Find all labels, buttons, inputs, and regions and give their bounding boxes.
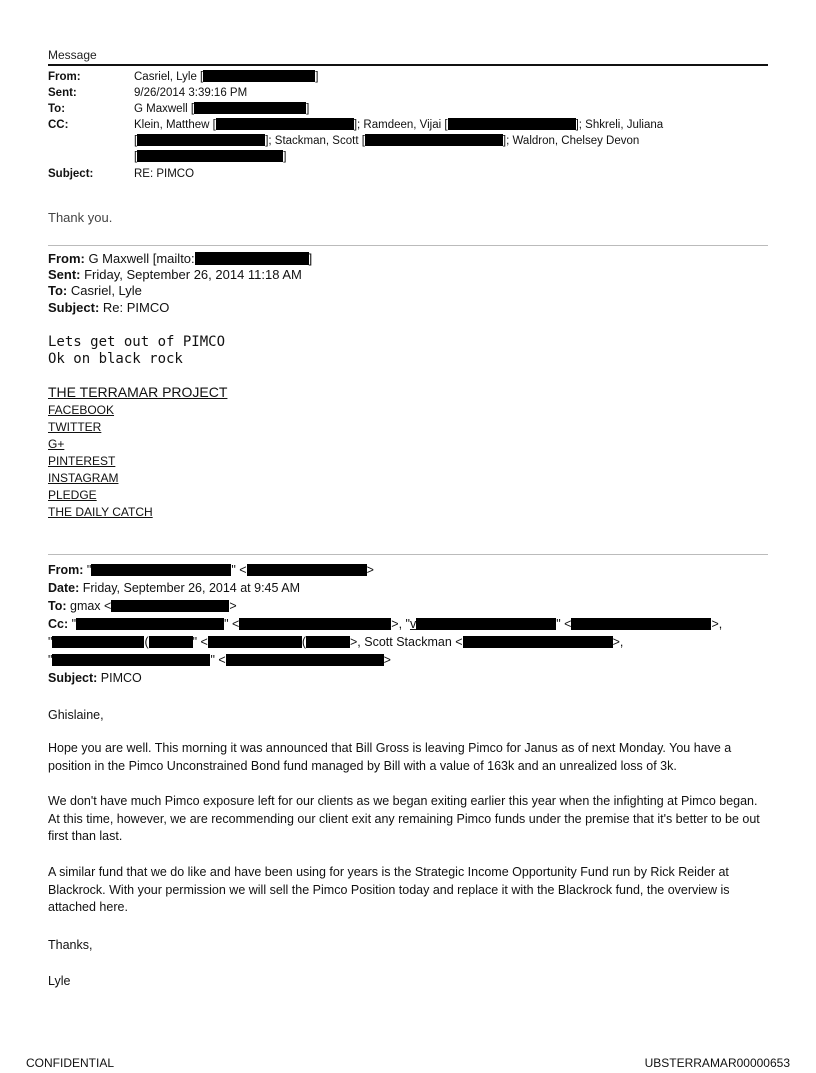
confidential-label: CONFIDENTIAL <box>26 1056 115 1070</box>
paragraph-1: Hope you are well. This morning it was announced that Bill Gross is leaving Pimco for Janus as of next Monday. You have a position in the Pimco Unconstrained Bond fund managed by Bill with a value of 163k and an unrealized loss of 3k. <box>48 741 732 773</box>
redaction-bar <box>76 618 224 630</box>
link-instagram[interactable]: INSTAGRAM <box>48 471 119 485</box>
orig-subject-row: Subject: PIMCO <box>48 671 142 685</box>
redaction-bar <box>416 618 556 630</box>
header-to-name: G Maxwell [ <box>134 103 195 115</box>
redaction-bar <box>194 102 306 114</box>
signature-block <box>48 384 227 521</box>
orig-cc-row-3: " " < > <box>48 653 391 667</box>
redaction-bar <box>52 654 210 666</box>
redaction-bar <box>306 636 350 648</box>
header-from-name: Casriel, Lyle [ <box>134 71 204 83</box>
closing-signature: Lyle <box>48 974 71 988</box>
orig-cc-row-2: " ( " < ( >, Scott Stackman < >, <box>48 635 624 649</box>
fwd-sent-row: Sent: Friday, September 26, 2014 11:18 AM <box>48 267 302 282</box>
link-facebook[interactable]: FACEBOOK <box>48 403 115 417</box>
link-twitter[interactable]: TWITTER <box>48 420 102 434</box>
link-daily-catch[interactable]: THE DAILY CATCH <box>48 505 153 519</box>
fwd-to-row: To: Casriel, Lyle <box>48 283 142 298</box>
closing-thanks: Thanks, <box>48 938 93 952</box>
redaction-bar <box>216 118 354 130</box>
header-subject-value: RE: PIMCO <box>134 168 195 180</box>
reply-body: Thank you. <box>48 210 113 225</box>
header-sent-value: 9/26/2014 3:39:16 PM <box>134 87 248 99</box>
orig-date-row: Date: Friday, September 26, 2014 at 9:45 AM <box>48 581 300 595</box>
signature-title-link[interactable]: THE TERRAMAR PROJECT <box>48 384 228 400</box>
paragraph-2: We don't have much Pimco exposure left for our clients as we began exiting earlier this year when the infighting at Pimco began. At this time, however, we are recommending our client exit any remaining Pimco funds under the premise that it's better to be out first than last. <box>48 794 760 843</box>
message-separator <box>48 245 768 246</box>
redaction-bar <box>137 150 283 162</box>
link-pinterest[interactable]: PINTEREST <box>48 454 116 468</box>
redaction-bar <box>448 118 576 130</box>
redaction-bar <box>203 70 315 82</box>
redaction-bar <box>247 564 367 576</box>
header-from-label: From: <box>48 71 81 83</box>
redaction-bar <box>208 636 302 648</box>
redaction-bar <box>149 636 193 648</box>
link-google-plus[interactable]: G+ <box>48 437 65 451</box>
redaction-bar <box>52 636 144 648</box>
redaction-bar <box>226 654 384 666</box>
fwd-body-line-2: Ok on black rock <box>48 351 183 367</box>
paragraph-3: A similar fund that we do like and have been using for years is the Strategic Income Opportunity Fund run by Rick Reider at Blackrock. With your permission we will sell the Pimco Position today and replace it with the Blackrock fund, the overview is attached here. <box>48 865 730 914</box>
redaction-bar <box>239 618 391 630</box>
orig-to-row: To: gmax < > <box>48 599 237 613</box>
fwd-body-line-1: Lets get out of PIMCO <box>48 334 226 350</box>
fwd-subject-row: Subject: Re: PIMCO <box>48 300 170 315</box>
header-divider <box>48 64 768 66</box>
redaction-bar <box>571 618 711 630</box>
redaction-bar <box>463 636 613 648</box>
redaction-bar <box>137 134 265 146</box>
redaction-bar <box>91 564 231 576</box>
message-label: Message <box>48 48 97 62</box>
bates-number: UBSTERRAMAR00000653 <box>644 1056 790 1070</box>
orig-from-row: From: " " < > <box>48 563 374 577</box>
redaction-bar <box>111 600 229 612</box>
link-pledge[interactable]: PLEDGE <box>48 488 97 502</box>
fwd-from-row: From: G Maxwell [mailto: ] <box>48 251 313 266</box>
orig-cc-row: Cc: " " < >, "v " < >, <box>48 617 723 631</box>
redaction-bar <box>195 252 309 265</box>
message-separator <box>48 554 768 555</box>
greeting: Ghislaine, <box>48 708 104 722</box>
redaction-bar <box>365 134 503 146</box>
